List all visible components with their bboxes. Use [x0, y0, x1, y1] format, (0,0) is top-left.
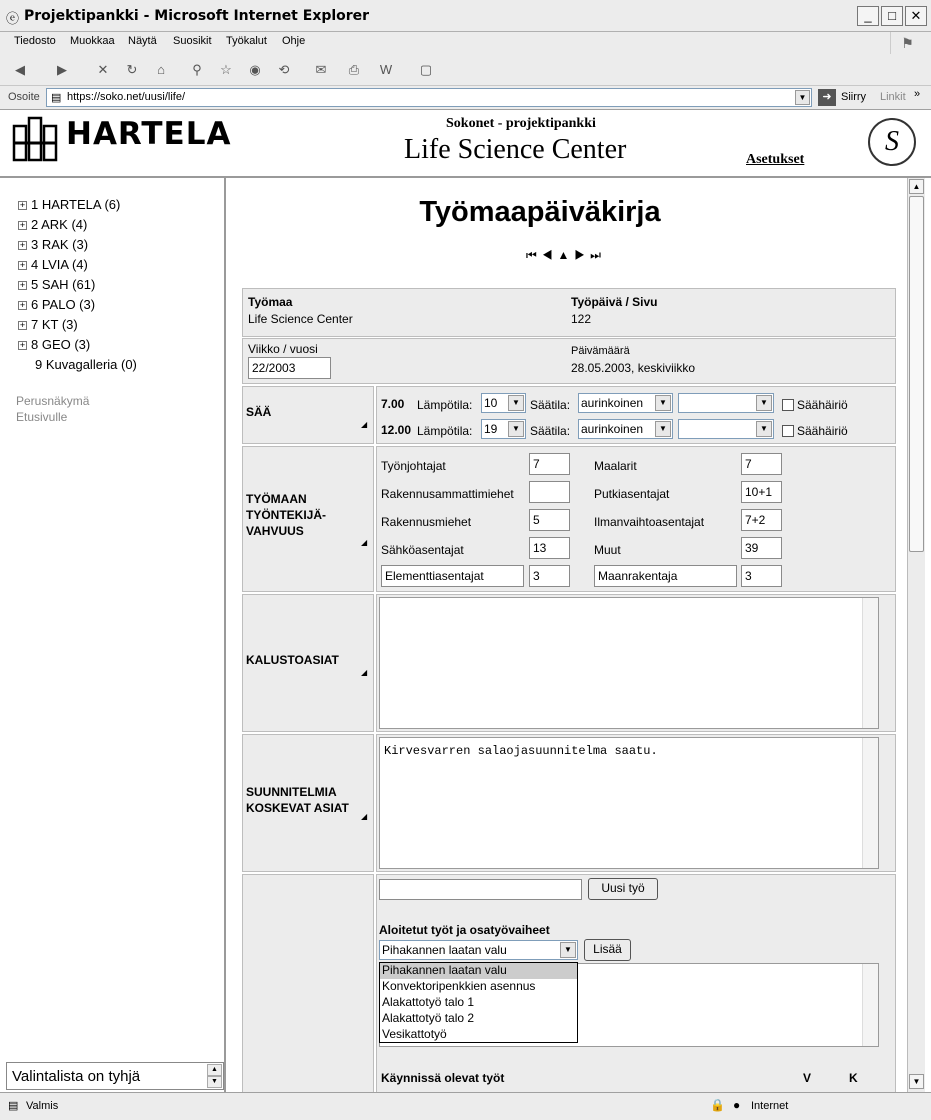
window-titlebar — [0, 0, 931, 32]
sidebar-item-label: 5 SAH (61) — [31, 277, 96, 292]
first-page-icon[interactable]: ⏮ — [526, 248, 542, 262]
home-icon[interactable]: ⌂ — [157, 62, 165, 77]
sidebar-item-label: 9 Kuvagalleria (0) — [35, 357, 137, 372]
site-value: Life Science Center — [248, 312, 353, 326]
history-icon[interactable]: ⟲ — [278, 62, 290, 77]
settings-link[interactable]: Asetukset — [746, 152, 805, 167]
dropdown-option[interactable]: Alakattotyö talo 2 — [382, 1011, 475, 1025]
started-works-dropdown — [379, 962, 578, 1043]
plus-icon[interactable]: + — [19, 280, 26, 290]
worker-count-input[interactable]: 39 — [741, 537, 782, 559]
new-work-button[interactable]: Uusi työ — [588, 878, 658, 900]
temp-select-value: 19 — [484, 422, 498, 436]
dropdown-option[interactable]: Vesikattotyö — [382, 1027, 447, 1041]
workday-value: 122 — [571, 312, 592, 326]
weather-label: SÄÄ — [246, 405, 272, 419]
temp-label: Lämpötila: — [417, 398, 473, 412]
weather-disturbance-checkbox[interactable] — [782, 425, 794, 437]
condition-select[interactable] — [578, 419, 673, 439]
done-page-icon: ▤ — [8, 1100, 19, 1112]
prev-page-icon[interactable]: ◀ — [541, 248, 558, 262]
sidebar — [4, 178, 226, 1092]
selection-list[interactable] — [6, 1062, 224, 1090]
sidebar-item[interactable] — [18, 197, 120, 212]
worker-label: Ilmanvaihtoasentajat — [594, 515, 705, 529]
works-panel — [376, 874, 896, 1092]
address-url: https://soko.net/uusi/life/ — [67, 91, 186, 103]
workday-label: Työpäivä / Sivu — [571, 295, 658, 309]
address-input[interactable] — [46, 88, 812, 107]
scroll-up-icon[interactable]: ▲ — [909, 179, 924, 194]
sidebar-item[interactable] — [18, 317, 78, 332]
expand-triangle-icon[interactable]: ◢ — [361, 420, 368, 429]
plans-label: SUUNNITELMIA — [246, 785, 337, 799]
worker-count-input[interactable]: 5 — [529, 509, 570, 531]
date-value: 28.05.2003, keskiviikko — [571, 361, 696, 375]
windows-logo-icon: ⚑ — [890, 32, 924, 54]
worker-label: Sähköasentajat — [381, 543, 464, 557]
scroll-up-icon[interactable]: ▲ — [207, 1064, 222, 1076]
project-title: Life Science Center — [404, 134, 627, 165]
condition-select[interactable] — [578, 393, 673, 413]
plus-icon[interactable]: + — [19, 300, 26, 310]
chevron-down-icon: ▼ — [756, 395, 772, 411]
maximize-button[interactable]: □ — [881, 6, 903, 26]
workforce-label: TYÖMAAN — [246, 492, 307, 506]
condition-label: Säätila: — [530, 424, 571, 438]
stop-icon[interactable]: ✕ — [97, 62, 109, 77]
go-button[interactable]: Siirry — [841, 91, 867, 103]
menu-file[interactable]: Tiedosto — [14, 35, 56, 47]
up-page-icon[interactable]: ▲ — [557, 248, 575, 262]
scrollbar-thumb[interactable] — [909, 196, 924, 552]
window-title: Projektipankki - Microsoft Internet Explorer — [24, 8, 370, 24]
next-page-icon[interactable]: ▶ — [574, 248, 591, 262]
new-work-input[interactable] — [379, 879, 582, 900]
go-arrow-icon[interactable]: ➜ — [818, 89, 836, 106]
temp-select[interactable] — [481, 393, 526, 413]
print-icon[interactable]: ⎙ — [348, 62, 360, 77]
sidebar-item-label: 6 PALO (3) — [31, 297, 96, 312]
chevron-down-icon: ▼ — [508, 395, 524, 411]
equipment-label: KALUSTOASIAT — [246, 653, 339, 667]
sidebar-item[interactable] — [18, 217, 87, 232]
temp-select[interactable] — [481, 419, 526, 439]
worker-count-input[interactable]: 13 — [529, 537, 570, 559]
equipment-textarea[interactable] — [379, 597, 879, 729]
sidebar-item[interactable] — [18, 237, 88, 252]
scroll-down-icon[interactable]: ▼ — [207, 1076, 222, 1088]
plans-label: KOSKEVAT ASIAT — [246, 801, 349, 815]
plus-icon[interactable]: + — [19, 320, 26, 330]
sidebar-item-label: 1 HARTELA (6) — [31, 197, 121, 212]
media-icon[interactable]: ◉ — [249, 62, 261, 77]
worker-label: Rakennusmiehet — [381, 515, 472, 529]
temp-label: Lämpötila: — [417, 424, 473, 438]
menu-tools[interactable]: Työkalut — [226, 35, 267, 47]
weather-disturbance-checkbox[interactable] — [782, 399, 794, 411]
dropdown-option[interactable]: Pihakannen laatan valu — [380, 963, 577, 979]
hartela-logo-text: HARTELA — [66, 116, 232, 152]
workforce-panel — [376, 446, 896, 592]
expand-triangle-icon[interactable]: ◢ — [361, 668, 368, 677]
worker-count-input[interactable] — [529, 481, 570, 503]
menu-bar — [0, 32, 931, 54]
textarea-scrollbar[interactable] — [862, 598, 878, 728]
plans-label-cell — [242, 734, 374, 872]
works-label-cell — [242, 874, 374, 1092]
sidebar-item[interactable] — [18, 277, 95, 292]
chevron-down-icon: ▼ — [560, 942, 576, 958]
condition-label: Säätila: — [530, 398, 571, 412]
info-panel — [242, 288, 896, 337]
worker-count-input[interactable]: 7 — [741, 453, 782, 475]
chevron-down-icon: ▼ — [508, 421, 524, 437]
link-home[interactable]: Etusivulle — [16, 410, 68, 424]
condition-select-value: aurinkoinen — [581, 422, 644, 436]
sidebar-item-label: 4 LVIA (4) — [31, 257, 88, 272]
workforce-label-cell — [242, 446, 374, 592]
address-label: Osoite — [8, 91, 40, 103]
worker-label: Maalarit — [594, 459, 637, 473]
textarea-scrollbar[interactable] — [862, 738, 878, 868]
date-panel — [242, 338, 896, 384]
refresh-icon[interactable]: ↻ — [126, 62, 138, 77]
equipment-label-cell — [242, 594, 374, 732]
weather-time: 7.00 — [381, 397, 405, 411]
discuss-icon[interactable]: ▢ — [419, 62, 433, 77]
plus-icon[interactable]: + — [19, 260, 26, 270]
hartela-logo-icon — [12, 116, 58, 162]
worker-count-input[interactable]: 3 — [529, 565, 570, 587]
condition-extra-select[interactable] — [678, 393, 774, 413]
status-bar — [0, 1092, 931, 1120]
equipment-panel — [376, 594, 896, 732]
close-button[interactable]: ✕ — [905, 6, 927, 26]
sidebar-item[interactable] — [35, 357, 137, 372]
site-label: Työmaa — [248, 295, 293, 309]
temp-select-value: 10 — [484, 396, 498, 410]
menu-view[interactable]: Näytä — [128, 35, 157, 47]
dropdown-option[interactable]: Alakattotyö talo 1 — [382, 995, 475, 1009]
add-button[interactable]: Lisää — [584, 939, 631, 961]
expand-triangle-icon[interactable]: ◢ — [361, 538, 368, 547]
condition-extra-select[interactable] — [678, 419, 774, 439]
sidebar-item[interactable] — [18, 297, 95, 312]
weather-time: 12.00 — [381, 423, 412, 437]
sidebar-item[interactable] — [18, 337, 90, 352]
page-scrollbar[interactable] — [907, 178, 925, 1092]
worker-label: Putkiasentajat — [594, 487, 670, 501]
worker-label: Rakennusammattimiehet — [381, 487, 514, 501]
sokonet-logo-icon: S — [868, 118, 916, 166]
globe-icon: ● — [733, 1098, 741, 1112]
sidebar-item-label: 7 KT (3) — [31, 317, 78, 332]
plus-icon[interactable]: + — [19, 340, 26, 350]
selection-empty-text: Valintalista on tyhjä — [12, 1068, 141, 1085]
menu-edit[interactable]: Muokkaa — [70, 35, 115, 47]
ongoing-works-label: Käynnissä olevat työt — [381, 1071, 505, 1085]
ie-icon: ⓔ — [6, 11, 20, 26]
address-bar — [0, 86, 931, 110]
page-content — [0, 110, 931, 1092]
forward-icon[interactable]: ▶ — [57, 62, 67, 77]
weather-disturbance-label: Säähäiriö — [797, 398, 848, 412]
toolbar — [0, 54, 931, 86]
weather-panel — [376, 386, 896, 444]
dropdown-option[interactable]: Konvektoripenkkien asennus — [382, 979, 536, 993]
diary-main — [230, 178, 907, 1092]
header-subtitle: Sokonet - projektipankki — [446, 116, 596, 131]
week-label: Viikko / vuosi — [248, 342, 318, 356]
status-text: Valmis — [26, 1100, 59, 1112]
minimize-button[interactable]: _ — [857, 6, 879, 26]
week-input[interactable]: 22/2003 — [248, 357, 331, 379]
favorites-icon[interactable]: ☆ — [220, 62, 232, 77]
chevron-down-icon: ▼ — [756, 421, 772, 437]
worker-count-input[interactable]: 7 — [529, 453, 570, 475]
menu-favorites[interactable]: Suosikit — [173, 35, 212, 47]
chevron-down-icon: ▼ — [655, 421, 671, 437]
plus-icon[interactable]: + — [19, 200, 26, 210]
word-icon[interactable]: W — [379, 62, 393, 77]
chevron-right-icon[interactable]: » — [914, 88, 921, 100]
page-navigation — [526, 248, 606, 263]
column-v-header: V — [803, 1071, 812, 1085]
worker-label: Muut — [594, 543, 621, 557]
plans-textarea[interactable] — [379, 737, 879, 869]
diary-title: Työmaapäiväkirja — [419, 196, 661, 228]
sidebar-item-label: 8 GEO (3) — [31, 337, 91, 352]
sidebar-item-label: 3 RAK (3) — [31, 237, 89, 252]
last-page-icon[interactable]: ⏭ — [590, 248, 606, 262]
sidebar-item[interactable] — [18, 257, 88, 272]
back-icon[interactable]: ◀ — [15, 62, 25, 77]
custom-worker-label-input[interactable]: Maanrakentaja — [594, 565, 737, 587]
mail-icon[interactable]: ✉ — [315, 62, 327, 77]
started-works-selected: Pihakannen laatan valu — [382, 943, 507, 957]
plus-icon[interactable]: + — [19, 240, 26, 250]
date-label: Päivämäärä — [571, 345, 630, 357]
lock-icon: 🔒 — [710, 1098, 725, 1112]
condition-select-value: aurinkoinen — [581, 396, 644, 410]
weather-label-cell — [242, 386, 374, 444]
column-k-header: K — [849, 1071, 858, 1085]
plans-text: Kirvesvarren salaojasuunnitelma saatu. — [384, 744, 658, 758]
expand-triangle-icon[interactable]: ◢ — [361, 812, 368, 821]
scroll-down-icon[interactable]: ▼ — [909, 1074, 924, 1089]
link-default-view[interactable]: Perusnäkymä — [16, 394, 90, 408]
textarea-scrollbar[interactable] — [862, 964, 878, 1046]
links-label[interactable]: Linkit — [880, 91, 906, 103]
worker-label: Työnjohtajat — [381, 459, 446, 473]
plans-panel — [376, 734, 896, 872]
sidebar-item-label: 2 ARK (4) — [31, 217, 88, 232]
address-dropdown-icon[interactable]: ▼ — [795, 90, 810, 105]
started-works-select[interactable] — [379, 940, 578, 960]
worker-count-input[interactable]: 7+2 — [741, 509, 782, 531]
custom-worker-label-input[interactable]: Elementtiasentajat — [381, 565, 524, 587]
page-icon: ▤ — [51, 92, 62, 104]
plus-icon[interactable]: + — [19, 220, 26, 230]
weather-disturbance-label: Säähäiriö — [797, 424, 848, 438]
worker-count-input[interactable]: 3 — [741, 565, 782, 587]
menu-help[interactable]: Ohje — [282, 35, 306, 47]
page-header — [0, 110, 931, 178]
started-works-label: Aloitetut työt ja osatyövaiheet — [379, 923, 550, 937]
zone-text: Internet — [751, 1100, 789, 1112]
workforce-label: TYÖNTEKIJÄ- — [246, 508, 327, 522]
workforce-label: VAHVUUS — [246, 524, 304, 538]
worker-count-input[interactable]: 10+1 — [741, 481, 782, 503]
chevron-down-icon: ▼ — [655, 395, 671, 411]
search-icon[interactable]: ⚲ — [192, 62, 202, 77]
